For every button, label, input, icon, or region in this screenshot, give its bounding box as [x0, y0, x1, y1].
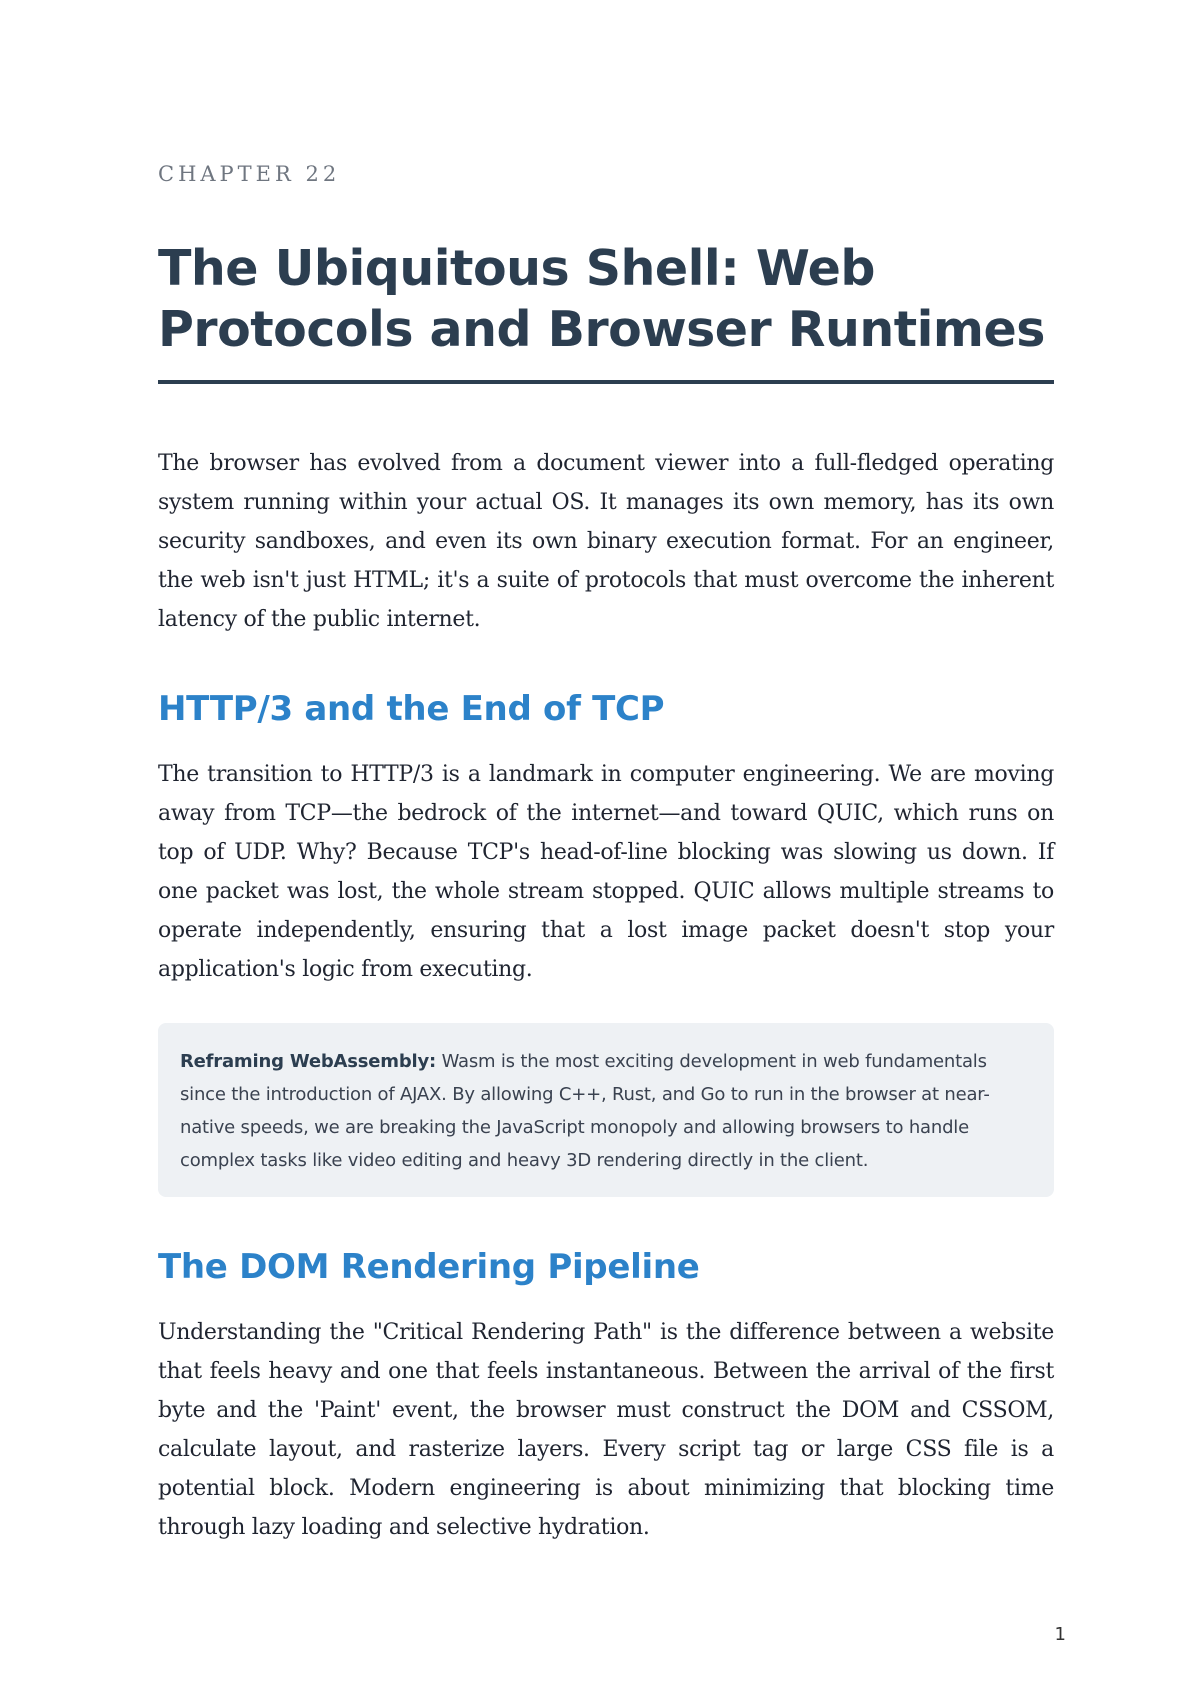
callout-label: Reframing WebAssembly: — [180, 1051, 437, 1072]
callout-box — [158, 1023, 1054, 1197]
document-page — [158, 150, 1054, 1547]
section-heading-http3: HTTP/3 and the End of TCP — [158, 689, 665, 729]
section-heading-dom-pipeline: The DOM Rendering Pipeline — [158, 1247, 700, 1287]
intro-paragraph: The browser has evolved from a document viewer into a full-fledged operating system running within your actual OS. It manages its own memory, has its own security sandboxes, and even its own binary execution format. For an engineer, the web isn't just HTML; it's a suite of protocols that must overcome the inherent latency of the public internet. — [158, 451, 1054, 632]
chapter-title: The Ubiquitous Shell: Web Protocols and Browser Runtimes — [158, 238, 1054, 384]
page-number: 1 — [1054, 1624, 1066, 1645]
section-paragraph-dom-pipeline: Understanding the "Critical Rendering Path" is the difference between a website that feels heavy and one that feels instantaneous. Between the arrival of the first byte and the 'Paint' event, the browser must construct the DOM and CSSOM, calculate layout, and rasterize layers. Every script tag or large CSS file is a potential block. Modern engineering is about minimizing that blocking time through lazy loading and selective hydration. — [158, 1320, 1054, 1540]
callout-text: Wasm is the most exciting development in web fundamentals since the introduction of AJAX. By allowing C++, Rust, and Go to run in the browser at near-native speeds, we are breaking the JavaScript monopoly and allowing browsers to handle complex tasks like video editing and heavy 3D rendering directly in the client. — [180, 1051, 990, 1171]
section-paragraph-http3: The transition to HTTP/3 is a landmark in computer engineering. We are moving away from TCP—the bedrock of the internet—and toward QUIC, which runs on top of UDP. Why? Because TCP's head-of-line blocking was slowing us down. If one packet was lost, the whole stream stopped. QUIC allows multiple streams to operate independently, ensuring that a lost image packet doesn't stop your application's logic from executing. — [158, 762, 1054, 982]
chapter-label: CHAPTER 22 — [158, 162, 341, 186]
